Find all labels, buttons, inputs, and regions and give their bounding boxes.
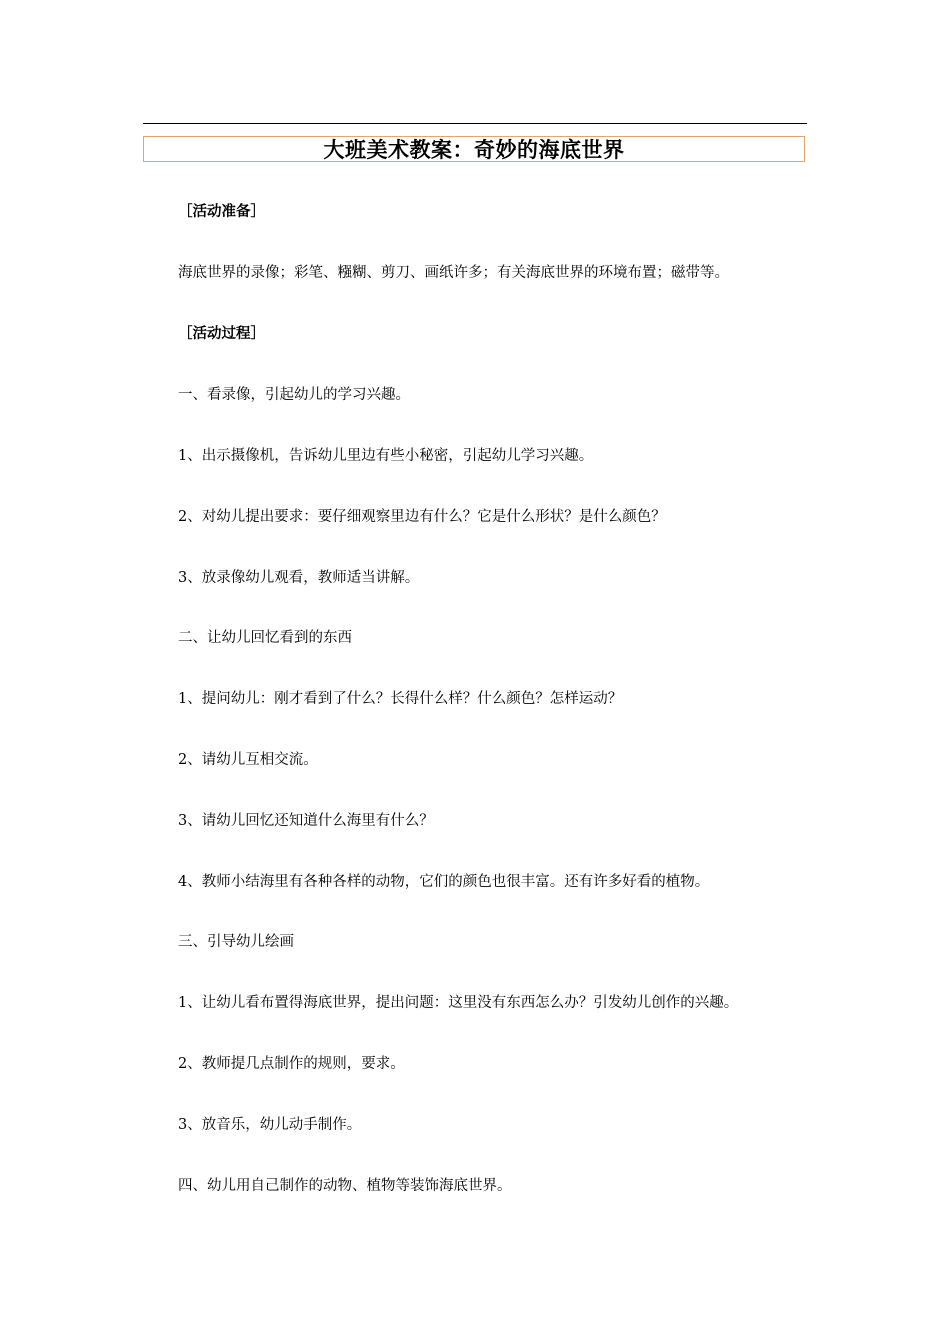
step-two-item-2: 2、请幼儿互相交流。 bbox=[178, 752, 318, 768]
header-rule bbox=[143, 123, 807, 124]
step-two-heading: 二、让幼儿回忆看到的东西 bbox=[178, 630, 352, 646]
step-two-item-3: 3、请幼儿回忆还知道什么海里有什么？ bbox=[178, 813, 434, 829]
step-four-heading: 四、幼儿用自己制作的动物、植物等装饰海底世界。 bbox=[178, 1178, 512, 1194]
heading-process: ［活动过程］ bbox=[178, 325, 265, 342]
document-title: 大班美术教案：奇妙的海底世界 bbox=[323, 137, 625, 162]
step-three-item-3: 3、放音乐，幼儿动手制作。 bbox=[178, 1117, 362, 1133]
title-frame bbox=[143, 136, 805, 162]
paragraph-materials: 海底世界的录像；彩笔、糨糊、剪刀、画纸许多；有关海底世界的环境布置；磁带等。 bbox=[178, 265, 729, 281]
step-two-item-4: 4、教师小结海里有各种各样的动物，它们的颜色也很丰富。还有许多好看的植物。 bbox=[178, 874, 710, 890]
step-one-heading: 一、看录像，引起幼儿的学习兴趣。 bbox=[178, 387, 410, 403]
step-three-heading: 三、引导幼儿绘画 bbox=[178, 934, 294, 950]
step-one-item-2: 2、对幼儿提出要求：要仔细观察里边有什么？它是什么形状？是什么颜色？ bbox=[178, 509, 666, 525]
step-one-item-3: 3、放录像幼儿观看，教师适当讲解。 bbox=[178, 570, 420, 586]
step-one-item-1: 1、出示摄像机，告诉幼儿里边有些小秘密，引起幼儿学习兴趣。 bbox=[178, 448, 594, 464]
step-two-item-1: 1、提问幼儿：刚才看到了什么？长得什么样？什么颜色？怎样运动？ bbox=[178, 691, 623, 707]
step-three-item-2: 2、教师提几点制作的规则，要求。 bbox=[178, 1056, 405, 1072]
step-three-item-1: 1、让幼儿看布置得海底世界，提出问题：这里没有东西怎么办？引发幼儿创作的兴趣。 bbox=[178, 995, 739, 1011]
heading-preparation: ［活动准备］ bbox=[178, 203, 265, 220]
